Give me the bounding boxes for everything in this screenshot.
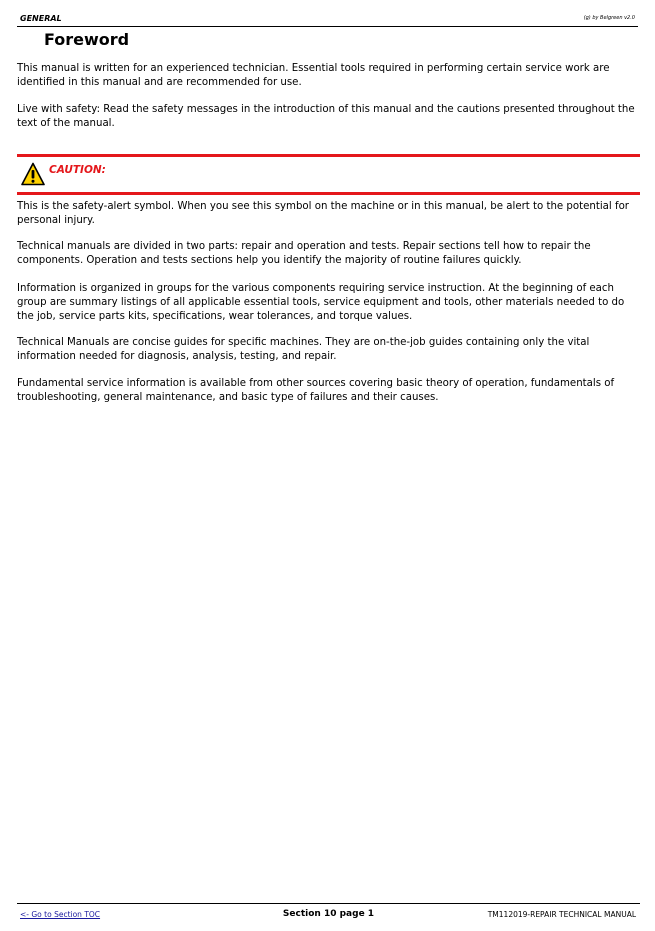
- go-to-section-toc-link[interactable]: <- Go to Section TOC: [20, 910, 101, 919]
- body-paragraph-2: Technical manuals are divided in two parts: repair and operation and tests. Repair sections tell how to repair the components. Operation and tests sections help you identify the majority of routine failures quickly.: [17, 241, 591, 266]
- header-section-label: GENERAL: [20, 14, 62, 23]
- body-paragraph-3: Information is organized in groups for the various components requiring service instruction. At the beginning of each group are summary listings of all applicable essential tools, service equipment and tools, other materials needed to do the job, service parts kits, specifications, wear tolerances, and torque values.: [17, 283, 625, 322]
- body-paragraph-4: Technical Manuals are concise guides for specific machines. They are on-the-job guides containing only the vital information needed for diagnosis, analysis, testing, and repair.: [17, 337, 590, 362]
- page-title: Foreword: [44, 30, 130, 49]
- caution-banner: [17, 154, 640, 195]
- manual-id-label: TM112019-REPAIR TECHNICAL MANUAL: [487, 910, 636, 919]
- page-header: [17, 12, 638, 27]
- body-paragraph-5: Fundamental service information is available from other sources covering basic theory of operation, fundamentals of troubleshooting, general maintenance, and basic type of failures and their causes.: [17, 378, 615, 403]
- body-paragraph-1: This is the safety-alert symbol. When you see this symbol on the machine or in this manual, be alert to the potential for personal injury.: [17, 201, 629, 226]
- intro-paragraph-2: Live with safety: Read the safety messages in the introduction of this manual and the cautions presented throughout the text of the manual.: [17, 104, 635, 129]
- intro-paragraph-1: This manual is written for an experienced technician. Essential tools required in performing certain service work are identified in this manual and are recommended for use.: [17, 63, 610, 88]
- header-credit: (g) by Belgreen v2.0: [583, 15, 635, 21]
- caution-label: CAUTION:: [49, 164, 106, 176]
- page-number-label: Section 10 page 1: [282, 909, 375, 919]
- page-footer: [17, 903, 640, 924]
- warning-triangle-icon: [21, 162, 45, 186]
